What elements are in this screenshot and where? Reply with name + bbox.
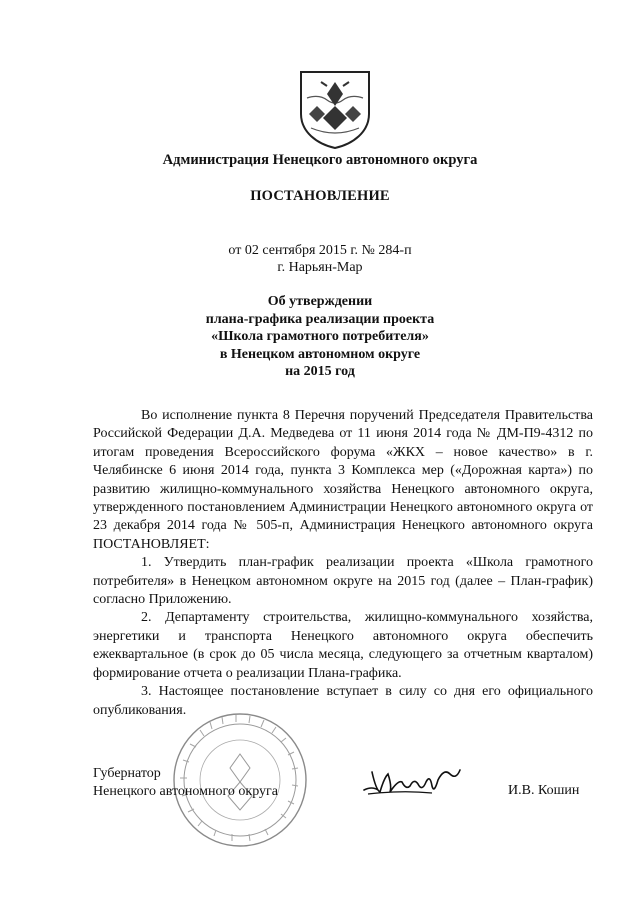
- title-line: Об утверждении: [267, 294, 373, 309]
- clause-2-paragraph: 2. Департаменту строительства, жилищно-коммунального хозяйства, энергетики и транспорта Ненецкого автономного округа обеспечить ежеквартальное (в срок до 05 числа месяца, следующего за отчетным кварталом) формирование отчета о реализации Плана-графика.: [93, 610, 593, 681]
- document-body: [93, 407, 593, 720]
- signatory-name: И.В. Кошин: [508, 783, 580, 798]
- document-city: г. Нарьян-Мар: [277, 260, 363, 275]
- clause-3-paragraph: 3. Настоящее постановление вступает в силу со дня его официального опубликования.: [93, 684, 593, 718]
- coat-of-arms-icon: [297, 68, 373, 150]
- clause-1-paragraph: 1. Утвердить план-график реализации проекта «Школа грамотного потребителя» в Ненецком автономном округе на 2015 год (далее – План-график) согласно Приложению.: [93, 555, 593, 608]
- signatory-position: [93, 765, 278, 801]
- document-date-number: от 02 сентября 2015 г. № 284-п: [228, 243, 412, 258]
- title-line: на 2015 год: [285, 364, 355, 379]
- title-line: в Ненецком автономном округе: [219, 346, 421, 362]
- position-line-1: Губернатор: [93, 766, 161, 781]
- handwritten-signature-icon: [362, 760, 462, 800]
- position-line-2: Ненецкого автономного округа: [93, 784, 278, 799]
- title-line: плана-графика реализации проекта: [205, 311, 435, 327]
- organization-name: Администрация Ненецкого автономного округа: [162, 152, 478, 168]
- preamble-paragraph: Во исполнение пункта 8 Перечня поручений Председателя Правительства Российской Федерации Д.А. Медведева от 11 июня 2014 года № ДМ-П9-4312 по итогам проведения Всероссийского форума «ЖКХ – новое качество» в г. Челябинске 6 июня 2014 года, пункта 3 Комплекса мер («Дорожная карта») по развитию жилищно-коммунального хозяйства Ненецкого автономного округа, утвержденного постановлением Администрации Ненецкого автономного округа от 23 декабря 2014 года № 505-п, Администрация Ненецкого автономного округа ПОСТАНОВЛЯЕТ:: [93, 408, 593, 552]
- document-title: [0, 293, 640, 381]
- document-type: ПОСТАНОВЛЕНИЕ: [250, 188, 390, 204]
- title-line: «Школа грамотного потребителя»: [211, 329, 429, 344]
